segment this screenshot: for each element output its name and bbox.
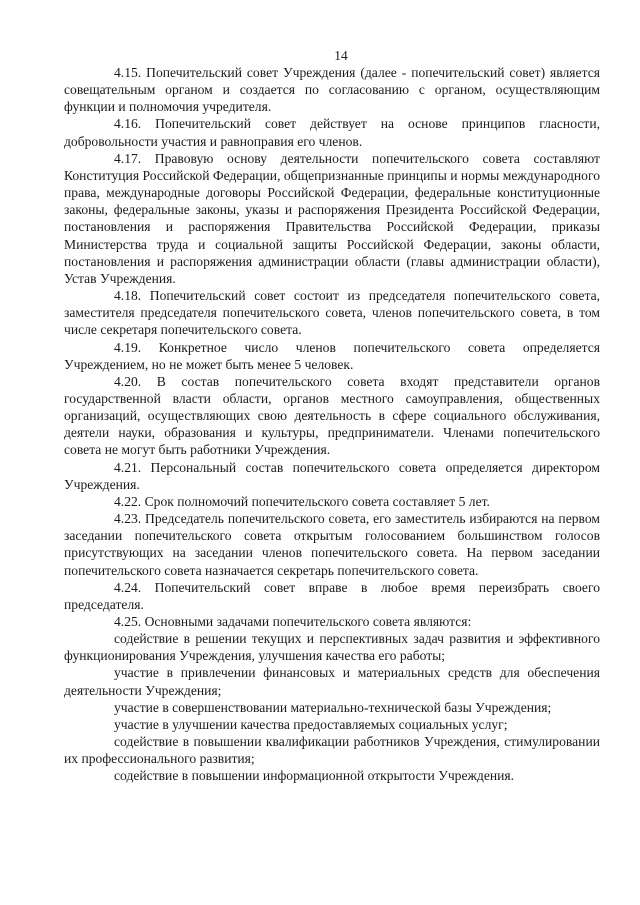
paragraph-4-16: 4.16. Попечительский совет действует на основе принципов гласности, добровольности участия и равноправия его членов. [64, 116, 600, 149]
paragraph-4-24: 4.24. Попечительский совет вправе в любое время переизбрать своего председателя. [64, 579, 600, 612]
paragraph-4-25: 4.25. Основными задачами попечительского совета являются: [114, 614, 472, 629]
paragraph-4-15: 4.15. Попечительский совет Учреждения (далее - попечительский совет) является совещательным органом и создается по согласованию с органом, осуществляющим функции и полномочия учредителя. [64, 65, 600, 115]
task-item: содействие в повышении информационной открытости Учреждения. [114, 768, 515, 784]
task-item: участие в совершенствовании материально-технической базы Учреждения; [114, 699, 552, 715]
page-number: 14 [334, 48, 348, 63]
document-body [64, 64, 600, 785]
paragraph-4-18: 4.18. Попечительский совет состоит из председателя попечительского совета, заместителя председателя попечительского совета, членов попечительского совета, в том числе секретаря попечительского совета. [64, 288, 600, 338]
paragraph-4-17: 4.17. Правовую основу деятельности попечительского совета составляют Конституция Российской Федерации, общепризнанные принципы и нормы международного права, международные договоры Российской Федерации, федеральные конституционные законы, федеральные законы, указы и распоряжения Президента Российской Федерации, постановления и распоряжения Правительства Российской Федерации, приказы Министерства труда и социальной защиты Российской Федерации, законы области, постановления и распоряжения администрации области (главы администрации области), Устав Учреждения. [64, 150, 600, 286]
task-item: участие в улучшении качества предоставляемых социальных услуг; [114, 716, 508, 732]
paragraph-4-21: 4.21. Персональный состав попечительского совета определяется директором Учреждения. [64, 459, 600, 492]
task-item: участие в привлечении финансовых и материальных средств для обеспечения деятельности Учреждения; [64, 665, 600, 698]
paragraph-4-19: 4.19. Конкретное число членов попечительского совета определяется Учреждением, но не может быть менее 5 человек. [64, 339, 600, 372]
paragraph-4-22: 4.22. Срок полномочий попечительского совета составляет 5 лет. [114, 493, 490, 509]
task-item: содействие в повышении квалификации работников Учреждения, стимулировании их профессионального развития; [64, 734, 600, 767]
paragraph-4-20: 4.20. В состав попечительского совета входят представители органов государственной власти области, органов местного самоуправления, общественных организаций, осуществляющих свою деятельность в сфере социального обслуживания, деятели науки, образования и культуры, предприниматели. Членами попечительского совета не могут быть работники Учреждения. [64, 373, 600, 458]
task-item: содействие в решении текущих и перспективных задач развития и эффективного функционирования Учреждения, улучшения качества его работы; [64, 631, 600, 664]
paragraph-4-23: 4.23. Председатель попечительского совета, его заместитель избираются на первом заседании попечительского совета открытым голосованием большинством голосов присутствующих на заседании членов попечительского совета. На первом заседании попечительского совета назначается секретарь попечительского совета. [64, 511, 600, 578]
